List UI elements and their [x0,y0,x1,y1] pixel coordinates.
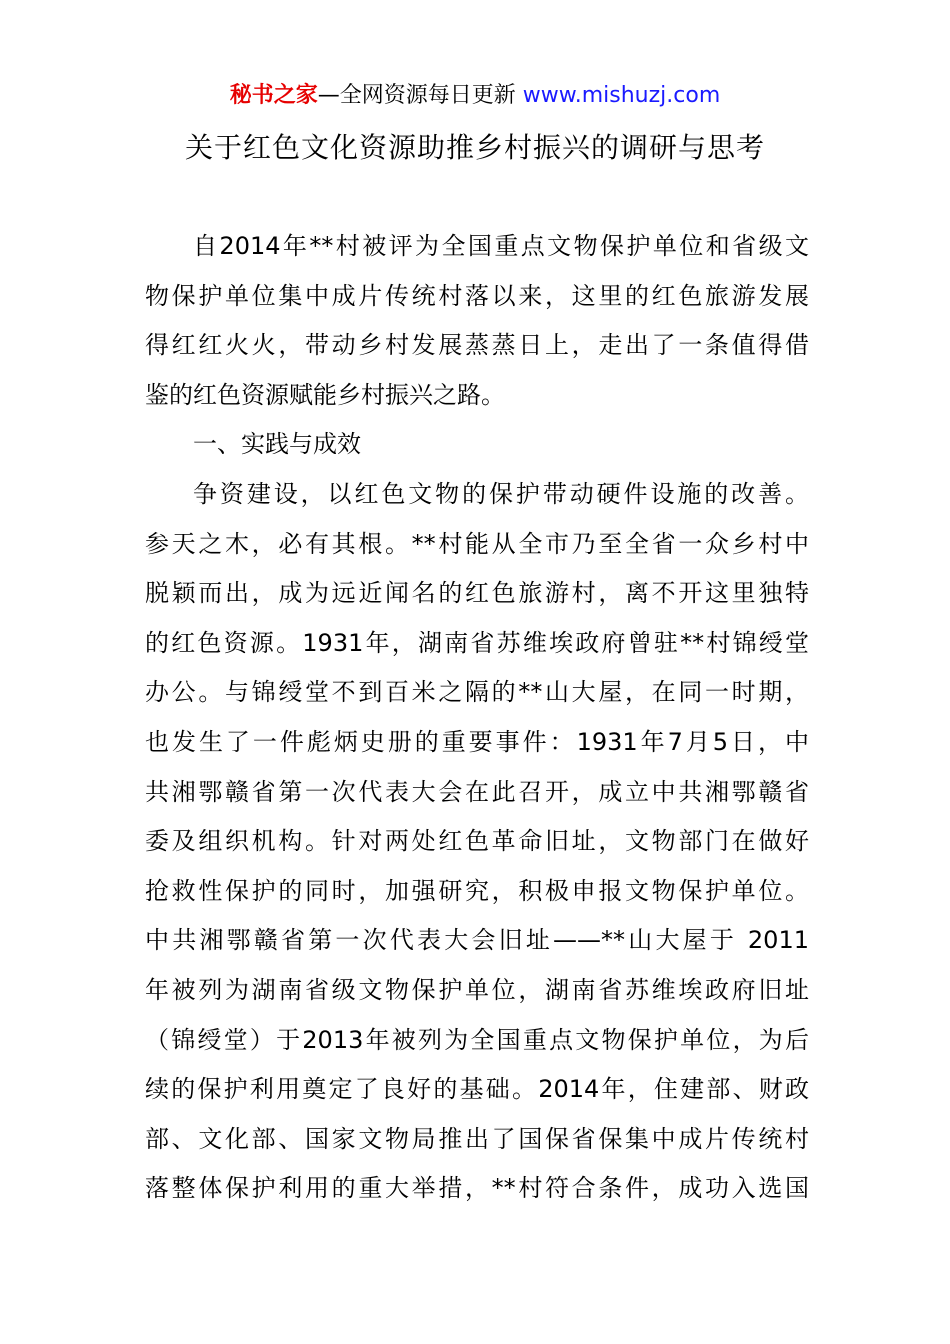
paragraph-line: 也发生了一件彪炳史册的重要事件：1931年7月5日，中 [145,727,809,756]
document-title: 关于红色文化资源助推乡村振兴的调研与思考 [184,131,765,164]
paragraph-line: 的红色资源。1931年，湖南省苏维埃政府曾驻**村锦绶堂 [145,628,809,657]
paragraph-line: 参天之木，必有其根。**村能从全市乃至全省一众乡村中 [145,529,809,558]
paragraph-line: 部、文化部、国家文物局推出了国保省保集中成片传统村 [145,1124,809,1153]
paragraph-line: 续的保护利用奠定了良好的基础。2014年，住建部、财政 [145,1075,809,1104]
section-heading: 一、实践与成效 [193,430,361,459]
paragraph-line: 落整体保护利用的重大举措，**村符合条件，成功入选国 [145,1174,809,1203]
site-tagline: —全网资源每日更新 [317,83,523,108]
site-brand: 秘书之家 [229,83,318,108]
paragraph-line: 鉴的红色资源赋能乡村振兴之路。 [145,380,505,409]
paragraph-line: 抢救性保护的同时，加强研究，积极申报文物保护单位。 [145,876,809,905]
paragraph-line: 自2014年**村被评为全国重点文物保护单位和省级文 [193,232,809,260]
paragraph-line: 得红红火火，带动乡村发展蒸蒸日上，走出了一条值得借 [145,331,809,360]
document-body [145,222,809,1214]
paragraph-line: 共湘鄂赣省第一次代表大会在此召开，成立中共湘鄂赣省 [145,777,809,806]
paragraph-line: 脱颖而出，成为远近闻名的红色旅游村，离不开这里独特 [145,579,809,608]
paragraph-line: 年被列为湖南省级文物保护单位，湖南省苏维埃政府旧址 [145,975,809,1004]
paragraph-line: 办公。与锦绶堂不到百米之隔的**山大屋，在同一时期， [145,678,809,707]
paragraph-line: 委及组织机构。针对两处红色革命旧址，文物部门在做好 [145,827,809,856]
paragraph-line: 争资建设，以红色文物的保护带动硬件设施的改善。 [193,479,809,508]
paragraph-line: 中共湘鄂赣省第一次代表大会旧址——**山大屋于 2011 [145,926,809,955]
site-url-link[interactable]: www.mishuzj.com [522,83,721,108]
site-header [0,80,950,112]
paragraph-line: （锦绶堂）于2013年被列为全国重点文物保护单位，为后 [145,1025,809,1054]
paragraph-line: 物保护单位集中成片传统村落以来，这里的红色旅游发展 [145,281,809,310]
